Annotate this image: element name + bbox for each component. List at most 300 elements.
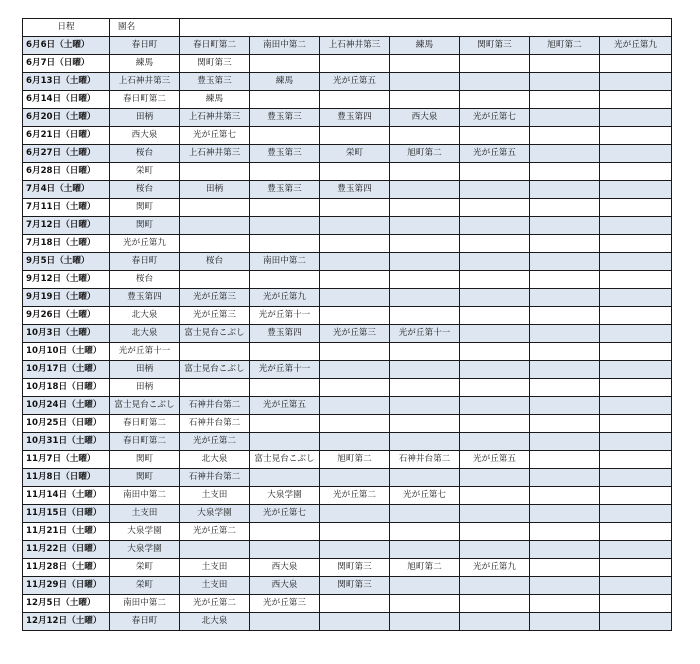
school-cell: 光が丘第二	[180, 595, 250, 613]
school-cell: 練馬	[110, 55, 180, 73]
school-cell	[530, 181, 600, 199]
school-cell	[390, 343, 460, 361]
schedule-date-cell: 6月21日（日曜）	[23, 127, 110, 145]
school-cell	[390, 235, 460, 253]
school-cell: 土支田	[180, 487, 250, 505]
school-cell: 西大泉	[110, 127, 180, 145]
school-cell	[320, 505, 390, 523]
table-row	[23, 523, 672, 541]
school-cell	[530, 577, 600, 595]
school-cell	[600, 595, 672, 613]
school-cell	[320, 541, 390, 559]
table-row	[23, 487, 672, 505]
table-row	[23, 397, 672, 415]
schedule-date-cell: 10月24日（土曜）	[23, 397, 110, 415]
school-cell: 春日町第二	[110, 415, 180, 433]
school-cell	[530, 343, 600, 361]
school-cell	[320, 253, 390, 271]
school-cell	[460, 361, 530, 379]
schedule-date-cell: 7月11日（土曜）	[23, 199, 110, 217]
school-cell	[320, 217, 390, 235]
school-cell	[530, 199, 600, 217]
school-cell	[460, 181, 530, 199]
school-cell	[250, 91, 320, 109]
school-cell	[600, 487, 672, 505]
school-cell: 田柄	[110, 109, 180, 127]
school-cell	[460, 127, 530, 145]
school-cell	[460, 271, 530, 289]
school-cell: 西大泉	[390, 109, 460, 127]
schedule-date-cell: 11月14日（土曜）	[23, 487, 110, 505]
school-cell	[320, 397, 390, 415]
school-cell	[390, 433, 460, 451]
school-cell: 光が丘第五	[460, 145, 530, 163]
school-cell	[320, 613, 390, 631]
school-cell	[250, 217, 320, 235]
school-cell	[530, 145, 600, 163]
school-cell	[530, 253, 600, 271]
schedule-date-cell: 6月6日（土曜）	[23, 37, 110, 55]
school-cell: 富士見台こぶし	[110, 397, 180, 415]
school-cell: 西大泉	[250, 577, 320, 595]
school-cell	[250, 415, 320, 433]
school-cell	[600, 163, 672, 181]
school-cell: 土支田	[110, 505, 180, 523]
table-row	[23, 217, 672, 235]
school-cell: 石神井台第二	[180, 469, 250, 487]
school-cell	[320, 307, 390, 325]
table-row	[23, 451, 672, 469]
school-cell	[600, 127, 672, 145]
school-cell	[530, 469, 600, 487]
school-cell	[180, 379, 250, 397]
table-row	[23, 271, 672, 289]
school-cell	[180, 343, 250, 361]
school-cell: 光が丘第三	[180, 289, 250, 307]
table-row	[23, 307, 672, 325]
schedule-date-cell: 10月25日（日曜）	[23, 415, 110, 433]
school-cell	[600, 145, 672, 163]
school-cell: 光が丘第十一	[250, 361, 320, 379]
school-cell: 光が丘第三	[180, 307, 250, 325]
table-row	[23, 415, 672, 433]
school-cell: 桜台	[180, 253, 250, 271]
school-cell: 北大泉	[180, 613, 250, 631]
school-cell	[530, 325, 600, 343]
school-cell: 富士見台こぶし	[180, 361, 250, 379]
school-cell	[390, 361, 460, 379]
school-cell	[530, 55, 600, 73]
schedule-date-cell: 11月29日（日曜）	[23, 577, 110, 595]
schedule-date-cell: 11月21日（土曜）	[23, 523, 110, 541]
school-cell: 光が丘第三	[250, 595, 320, 613]
school-cell: 関町第三	[320, 577, 390, 595]
date-column-header: 日程	[23, 19, 110, 37]
table-row	[23, 253, 672, 271]
school-cell	[250, 127, 320, 145]
school-cell	[180, 217, 250, 235]
school-cell	[530, 73, 600, 91]
school-cell: 豊玉第三	[250, 145, 320, 163]
school-cell: 豊玉第四	[320, 181, 390, 199]
table-row	[23, 37, 672, 55]
school-cell: 練馬	[250, 73, 320, 91]
school-cell	[600, 505, 672, 523]
school-cell: 光が丘第九	[110, 235, 180, 253]
school-cell	[390, 523, 460, 541]
school-cell	[390, 73, 460, 91]
school-cell	[600, 289, 672, 307]
school-cell	[180, 271, 250, 289]
schedule-date-cell: 12月5日（土曜）	[23, 595, 110, 613]
school-cell	[460, 199, 530, 217]
school-cell	[320, 127, 390, 145]
school-cell: 光が丘第十一	[250, 307, 320, 325]
school-cell	[320, 433, 390, 451]
table-row	[23, 361, 672, 379]
school-cell: 光が丘第五	[460, 451, 530, 469]
school-cell: 大泉学園	[110, 541, 180, 559]
school-cell: 関町第三	[180, 55, 250, 73]
school-cell: 富士見台こぶし	[180, 325, 250, 343]
school-cell	[390, 469, 460, 487]
school-cell	[320, 343, 390, 361]
school-cell	[600, 235, 672, 253]
schedule-date-cell: 10月10日（土曜）	[23, 343, 110, 361]
school-cell	[460, 307, 530, 325]
school-cell: 上石神井第三	[110, 73, 180, 91]
school-cell: 春日町第二	[110, 91, 180, 109]
school-cell: 桜台	[110, 145, 180, 163]
school-cell: 光が丘第五	[320, 73, 390, 91]
school-cell	[390, 289, 460, 307]
school-cell	[600, 361, 672, 379]
school-cell: 南田中第二	[250, 37, 320, 55]
school-cell: 光が丘第二	[180, 523, 250, 541]
school-cell: 豊玉第三	[250, 109, 320, 127]
school-cell	[460, 217, 530, 235]
school-cell	[390, 505, 460, 523]
school-cell: 南田中第二	[110, 487, 180, 505]
school-cell	[600, 469, 672, 487]
schedule-date-cell: 12月12日（土曜）	[23, 613, 110, 631]
schedule-date-cell: 10月17日（土曜）	[23, 361, 110, 379]
schedule-date-cell: 10月31日（土曜）	[23, 433, 110, 451]
table-row	[23, 505, 672, 523]
school-cell	[390, 541, 460, 559]
school-cell: 光が丘第九	[600, 37, 672, 55]
school-cell	[460, 235, 530, 253]
school-cell	[180, 235, 250, 253]
school-cell	[250, 469, 320, 487]
table-row	[23, 559, 672, 577]
header-spacer	[180, 19, 672, 37]
schedule-date-cell: 6月14日（日曜）	[23, 91, 110, 109]
school-cell	[250, 343, 320, 361]
table-row	[23, 433, 672, 451]
school-cell	[250, 433, 320, 451]
schedule-date-cell: 6月20日（土曜）	[23, 109, 110, 127]
school-cell: 栄町	[110, 577, 180, 595]
school-cell	[250, 235, 320, 253]
school-cell	[390, 595, 460, 613]
school-cell	[390, 307, 460, 325]
school-cell	[390, 379, 460, 397]
school-cell: 旭町第二	[390, 145, 460, 163]
schedule-date-cell: 7月18日（土曜）	[23, 235, 110, 253]
school-cell	[460, 433, 530, 451]
school-cell	[530, 415, 600, 433]
school-cell: 関町	[110, 217, 180, 235]
school-cell	[390, 613, 460, 631]
school-cell	[390, 127, 460, 145]
table-row	[23, 91, 672, 109]
school-cell	[390, 577, 460, 595]
table-header-row	[23, 19, 672, 37]
school-cell	[530, 217, 600, 235]
school-cell: 北大泉	[110, 307, 180, 325]
school-cell	[530, 379, 600, 397]
school-cell	[390, 253, 460, 271]
school-cell: 石神井台第二	[390, 451, 460, 469]
school-cell	[600, 451, 672, 469]
school-cell	[250, 541, 320, 559]
school-cell	[320, 271, 390, 289]
school-cell	[320, 55, 390, 73]
school-cell: 田柄	[110, 361, 180, 379]
table-row	[23, 163, 672, 181]
table-row	[23, 181, 672, 199]
schedule-date-cell: 6月28日（日曜）	[23, 163, 110, 181]
school-cell	[600, 91, 672, 109]
schedule-table	[22, 18, 672, 631]
schedule-date-cell: 7月12日（日曜）	[23, 217, 110, 235]
school-cell: 石神井台第二	[180, 415, 250, 433]
school-cell: 北大泉	[180, 451, 250, 469]
table-row	[23, 145, 672, 163]
schedule-date-cell: 9月19日（土曜）	[23, 289, 110, 307]
table-row	[23, 379, 672, 397]
school-cell: 練馬	[390, 37, 460, 55]
school-cell: 旭町第二	[530, 37, 600, 55]
school-cell: 春日町第二	[180, 37, 250, 55]
school-cell	[320, 235, 390, 253]
school-cell	[390, 55, 460, 73]
school-cell	[530, 523, 600, 541]
school-cell	[460, 397, 530, 415]
school-cell	[600, 217, 672, 235]
school-cell: 関町	[110, 469, 180, 487]
schedule-date-cell: 10月18日（日曜）	[23, 379, 110, 397]
school-cell	[460, 577, 530, 595]
school-cell	[460, 505, 530, 523]
school-cell	[600, 433, 672, 451]
school-cell	[180, 199, 250, 217]
school-cell	[600, 325, 672, 343]
school-cell: 上石神井第三	[320, 37, 390, 55]
school-cell: 桜台	[110, 181, 180, 199]
schedule-date-cell: 6月13日（土曜）	[23, 73, 110, 91]
table-row	[23, 289, 672, 307]
table-row	[23, 127, 672, 145]
school-cell	[600, 541, 672, 559]
school-cell	[390, 397, 460, 415]
school-cell	[320, 289, 390, 307]
school-cell: 光が丘第七	[180, 127, 250, 145]
school-cell	[530, 289, 600, 307]
school-cell: 練馬	[180, 91, 250, 109]
school-cell	[530, 361, 600, 379]
school-cell: 豊玉第四	[250, 325, 320, 343]
school-cell	[390, 91, 460, 109]
school-cell	[390, 181, 460, 199]
school-cell	[460, 469, 530, 487]
school-cell	[530, 505, 600, 523]
school-cell	[600, 307, 672, 325]
school-cell	[600, 343, 672, 361]
table-row	[23, 343, 672, 361]
school-cell	[390, 163, 460, 181]
school-cell: 豊玉第四	[320, 109, 390, 127]
school-cell: 関町第三	[460, 37, 530, 55]
school-cell: 上石神井第三	[180, 109, 250, 127]
school-cell	[320, 595, 390, 613]
school-cell	[320, 415, 390, 433]
school-cell	[460, 289, 530, 307]
school-cell: 豊玉第三	[250, 181, 320, 199]
school-cell: 栄町	[110, 163, 180, 181]
school-cell	[460, 55, 530, 73]
school-cell	[460, 487, 530, 505]
school-cell: 田柄	[110, 379, 180, 397]
school-cell: 春日町第二	[110, 433, 180, 451]
table-row	[23, 109, 672, 127]
schedule-date-cell: 11月7日（土曜）	[23, 451, 110, 469]
school-cell: 石神井台第二	[180, 397, 250, 415]
school-cell	[250, 55, 320, 73]
school-cell	[600, 415, 672, 433]
school-cell	[320, 163, 390, 181]
school-cell: 光が丘第五	[250, 397, 320, 415]
school-cell: 土支田	[180, 559, 250, 577]
school-cell	[600, 253, 672, 271]
school-cell	[530, 559, 600, 577]
school-cell	[530, 613, 600, 631]
school-cell: 田柄	[180, 181, 250, 199]
schedule-date-cell: 11月22日（日曜）	[23, 541, 110, 559]
schedule-date-cell: 11月8日（日曜）	[23, 469, 110, 487]
school-cell	[250, 613, 320, 631]
schedule-date-cell: 7月4日（土曜）	[23, 181, 110, 199]
schedule-date-cell: 9月12日（土曜）	[23, 271, 110, 289]
school-cell	[250, 199, 320, 217]
school-cell: 光が丘第十一	[390, 325, 460, 343]
school-cell	[530, 271, 600, 289]
school-cell	[600, 73, 672, 91]
school-cell	[530, 109, 600, 127]
school-cell	[250, 523, 320, 541]
school-cell	[320, 523, 390, 541]
school-cell	[320, 379, 390, 397]
schedule-date-cell: 10月3日（土曜）	[23, 325, 110, 343]
school-cell	[530, 397, 600, 415]
school-cell: 旭町第二	[320, 451, 390, 469]
school-cell: 光が丘第三	[320, 325, 390, 343]
school-cell	[530, 307, 600, 325]
school-cell: 光が丘第九	[250, 289, 320, 307]
school-cell: 西大泉	[250, 559, 320, 577]
school-cell	[390, 199, 460, 217]
school-cell: 光が丘第二	[180, 433, 250, 451]
school-cell	[600, 397, 672, 415]
school-cell: 南田中第二	[110, 595, 180, 613]
schedule-date-cell: 6月7日（日曜）	[23, 55, 110, 73]
school-cell	[320, 199, 390, 217]
school-cell: 旭町第二	[390, 559, 460, 577]
table-row	[23, 325, 672, 343]
school-cell	[600, 379, 672, 397]
school-cell: 光が丘第七	[250, 505, 320, 523]
school-cell: 春日町	[110, 37, 180, 55]
school-cell: 光が丘第七	[460, 109, 530, 127]
table-row	[23, 235, 672, 253]
school-cell	[530, 127, 600, 145]
school-cell: 富士見台こぶし	[250, 451, 320, 469]
school-cell	[250, 379, 320, 397]
school-cell	[390, 217, 460, 235]
school-cell: 豊玉第四	[110, 289, 180, 307]
school-cell	[460, 415, 530, 433]
table-row	[23, 613, 672, 631]
school-cell: 光が丘第九	[460, 559, 530, 577]
school-cell	[460, 523, 530, 541]
school-cell: 大泉学園	[180, 505, 250, 523]
school-cell: 関町第三	[320, 559, 390, 577]
table-row	[23, 469, 672, 487]
school-cell	[460, 91, 530, 109]
school-cell: 栄町	[110, 559, 180, 577]
school-cell	[600, 199, 672, 217]
school-cell	[460, 73, 530, 91]
school-cell	[460, 325, 530, 343]
school-cell: 関町	[110, 199, 180, 217]
school-cell	[460, 163, 530, 181]
school-cell: 大泉学園	[250, 487, 320, 505]
school-cell: 豊玉第三	[180, 73, 250, 91]
school-cell	[320, 469, 390, 487]
table-row	[23, 577, 672, 595]
schedule-date-cell: 11月28日（土曜）	[23, 559, 110, 577]
school-cell	[530, 163, 600, 181]
school-cell: 光が丘第十一	[110, 343, 180, 361]
school-cell	[320, 91, 390, 109]
school-cell: 桜台	[110, 271, 180, 289]
schedule-date-cell: 9月5日（土曜）	[23, 253, 110, 271]
school-cell	[460, 595, 530, 613]
school-cell	[530, 235, 600, 253]
school-cell: 光が丘第二	[320, 487, 390, 505]
school-cell	[530, 433, 600, 451]
school-cell: 土支田	[180, 577, 250, 595]
school-cell	[460, 379, 530, 397]
school-cell: 光が丘第七	[390, 487, 460, 505]
school-cell	[600, 55, 672, 73]
school-cell	[460, 613, 530, 631]
table-row	[23, 541, 672, 559]
school-cell	[460, 343, 530, 361]
school-cell	[320, 361, 390, 379]
school-cell	[390, 271, 460, 289]
